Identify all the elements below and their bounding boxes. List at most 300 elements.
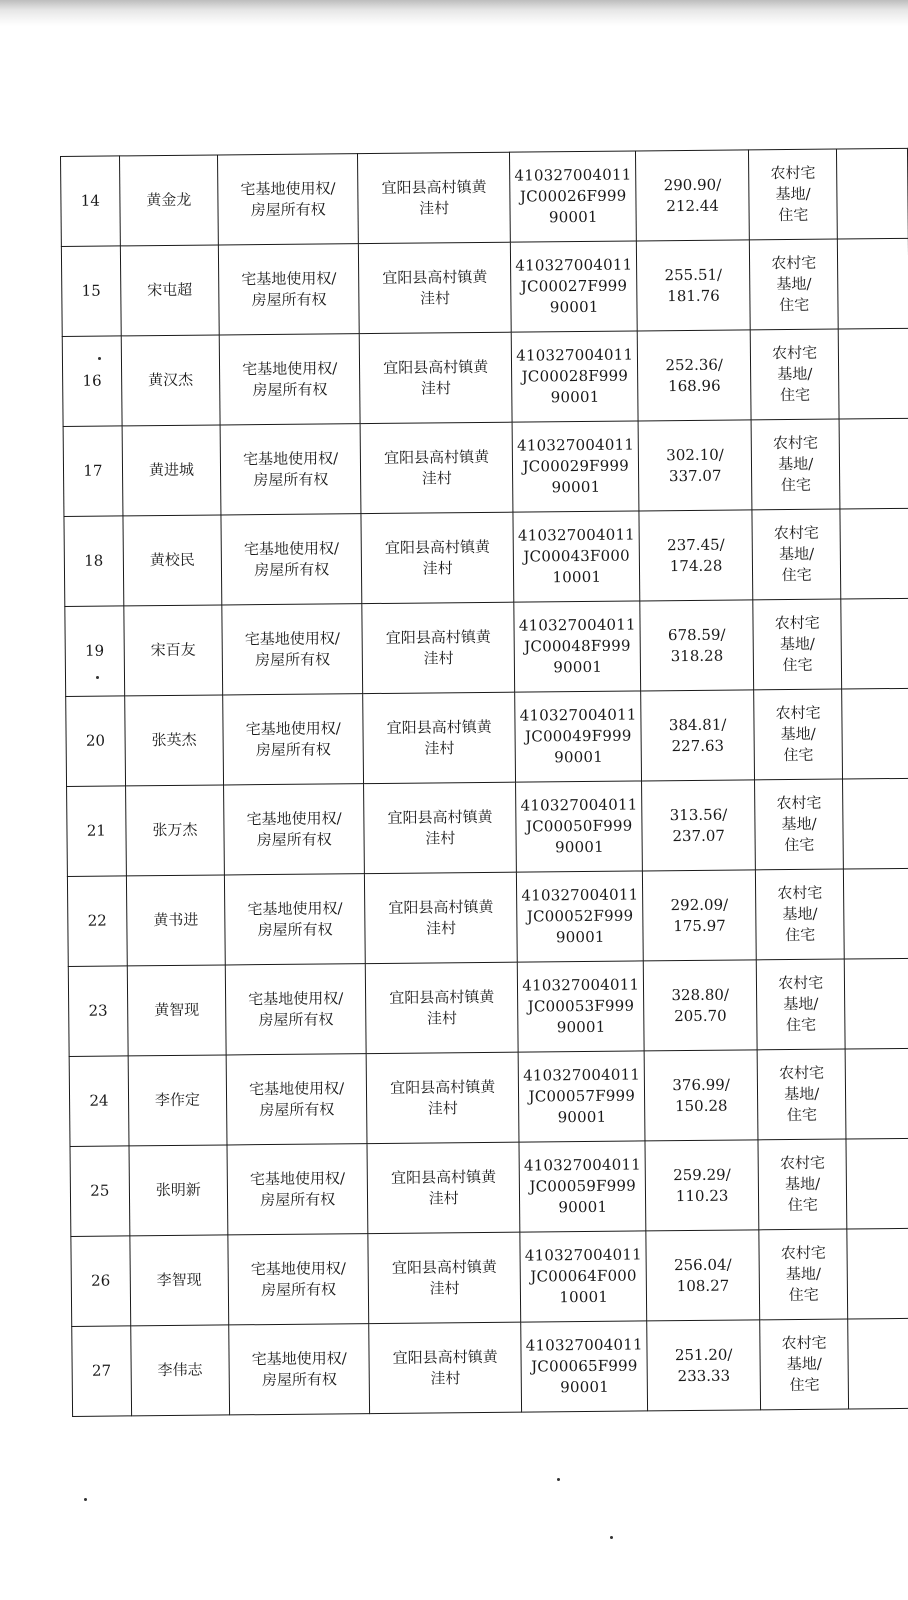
cell-line: 房屋所有权 xyxy=(254,559,330,579)
cell-line: 宜阳县高村镇黄 xyxy=(390,1167,497,1187)
cell-line: 90001 xyxy=(548,207,598,227)
row-number-cell: 26 xyxy=(71,1236,131,1327)
unit-number-cell xyxy=(516,781,643,872)
row-number-cell: 20 xyxy=(66,696,126,787)
cell-line: 205.70 xyxy=(674,1006,727,1025)
cell-line: 328.80/ xyxy=(671,985,730,1004)
table-row xyxy=(63,418,908,516)
cell-line: 90001 xyxy=(553,657,603,677)
cell-line: 宜阳县高村镇黄 xyxy=(383,357,489,377)
usage-cell xyxy=(751,419,840,510)
cell-line: 房屋所有权 xyxy=(250,199,326,219)
cell-line: 基地/ xyxy=(781,814,817,834)
unit-number-cell xyxy=(521,1321,648,1412)
cell-line: 洼村 xyxy=(420,378,452,398)
cell-line: 农村宅 xyxy=(775,703,821,723)
owner-name-cell: 李伟志 xyxy=(130,1325,229,1416)
cell-line: 房屋所有权 xyxy=(254,649,331,669)
cell-line: 410327004011 xyxy=(518,615,636,635)
cell-line: 洼村 xyxy=(421,468,452,488)
owner-name-cell: 张万杰 xyxy=(125,785,224,876)
area-cell xyxy=(641,690,754,781)
cell-line: 农村宅 xyxy=(772,343,818,363)
area-cell xyxy=(637,240,750,331)
cell-line: JC00048F999 xyxy=(524,636,631,656)
remarks-cell xyxy=(839,328,908,419)
right-type-cell xyxy=(218,154,359,245)
cell-line: 洼村 xyxy=(429,1278,460,1298)
cell-line: 259.29/ xyxy=(673,1165,731,1184)
cell-line: 宜阳县高村镇黄 xyxy=(388,897,494,917)
row-number-cell: 16 xyxy=(62,336,122,427)
table-row xyxy=(67,778,908,876)
cell-line: 农村宅 xyxy=(781,1333,827,1353)
cell-line: 宜阳县高村镇黄 xyxy=(392,1347,498,1367)
cell-line: 宜阳县高村镇黄 xyxy=(390,1077,496,1097)
cell-line: 基地/ xyxy=(784,1084,820,1104)
cell-line: 基地/ xyxy=(782,904,818,924)
location-cell xyxy=(360,422,513,513)
cell-line: 宜阳县高村镇黄 xyxy=(384,537,491,557)
cell-line: 90001 xyxy=(558,1197,608,1217)
cell-line: JC00026F999 xyxy=(519,186,627,206)
table-row xyxy=(64,508,908,606)
cell-line: 10001 xyxy=(552,567,602,587)
location-cell xyxy=(369,1322,522,1413)
cell-line: 237.07 xyxy=(672,826,726,845)
location-cell xyxy=(366,962,519,1053)
row-number-cell: 21 xyxy=(67,786,127,877)
cell-line: 洼村 xyxy=(424,738,455,758)
cell-line: 678.59/ xyxy=(667,625,726,644)
table-row xyxy=(66,688,908,786)
cell-line: 房屋所有权 xyxy=(252,379,328,399)
cell-line: 洼村 xyxy=(426,1008,458,1028)
cell-line: 农村宅 xyxy=(771,253,817,273)
unit-number-cell xyxy=(515,691,642,782)
right-type-cell xyxy=(228,1234,369,1325)
owner-name-cell: 黄书进 xyxy=(126,875,225,966)
cell-line: 农村宅 xyxy=(778,973,824,993)
remarks-cell xyxy=(841,598,908,689)
area-cell xyxy=(647,1320,760,1411)
cell-line: JC00064F000 xyxy=(530,1266,637,1286)
scan-speck xyxy=(96,676,99,679)
cell-line: 宅基地使用权/ xyxy=(251,1348,347,1368)
cell-line: 农村宅 xyxy=(776,793,822,813)
cell-line: 宅基地使用权/ xyxy=(249,1078,345,1098)
usage-cell xyxy=(752,509,841,600)
cell-line: 90001 xyxy=(555,927,605,947)
cell-line: 90001 xyxy=(560,1377,610,1397)
cell-line: 10001 xyxy=(559,1287,609,1307)
cell-line: 宜阳县高村镇黄 xyxy=(384,447,490,467)
cell-line: 农村宅 xyxy=(773,523,819,543)
table-row xyxy=(61,238,908,336)
location-cell xyxy=(362,602,515,693)
owner-name-cell: 张英杰 xyxy=(124,695,223,786)
usage-cell xyxy=(754,689,843,780)
cell-line: 90001 xyxy=(551,477,601,497)
cell-line: 410327004011 xyxy=(516,345,634,365)
cell-line: 256.04/ xyxy=(673,1255,732,1274)
cell-line: 318.28 xyxy=(670,646,724,665)
cell-line: 房屋所有权 xyxy=(256,829,332,849)
cell-line: 宜阳县高村镇黄 xyxy=(389,987,495,1007)
cell-line: 洼村 xyxy=(426,918,457,938)
usage-cell xyxy=(758,1139,847,1230)
cell-line: 房屋所有权 xyxy=(255,739,331,759)
unit-number-cell xyxy=(514,601,641,692)
cell-line: 宅基地使用权/ xyxy=(245,718,341,738)
cell-line: 基地/ xyxy=(779,634,816,654)
cell-line: JC00065F999 xyxy=(531,1356,638,1376)
table-row xyxy=(61,148,908,246)
location-cell xyxy=(365,872,518,963)
cell-line: 住宅 xyxy=(785,1015,817,1035)
cell-line: 宅基地使用权/ xyxy=(242,358,338,378)
usage-cell xyxy=(754,779,843,870)
cell-line: 410327004011 xyxy=(520,795,638,815)
cell-line: 基地/ xyxy=(778,544,815,564)
cell-line: JC00029F999 xyxy=(522,456,630,476)
location-cell xyxy=(367,1142,520,1233)
cell-line: 252.36/ xyxy=(665,355,724,374)
cell-line: 宜阳县高村镇黄 xyxy=(391,1257,497,1277)
location-cell xyxy=(359,332,512,423)
cell-line: 410327004011 xyxy=(515,255,633,275)
cell-line: 房屋所有权 xyxy=(257,919,333,939)
location-cell xyxy=(359,242,512,333)
cell-line: 洼村 xyxy=(428,1188,459,1208)
remarks-cell xyxy=(847,1228,908,1319)
cell-line: 宅基地使用权/ xyxy=(241,268,337,288)
cell-line: 农村宅 xyxy=(770,163,816,183)
cell-line: 基地/ xyxy=(784,1174,821,1194)
cell-line: 房屋所有权 xyxy=(258,1009,334,1029)
owner-name-cell: 黄进城 xyxy=(122,425,221,516)
cell-line: 住宅 xyxy=(785,925,816,945)
unit-number-cell xyxy=(513,511,640,602)
cell-line: 住宅 xyxy=(779,385,811,405)
cell-line: 住宅 xyxy=(780,475,811,495)
cell-line: 181.76 xyxy=(667,286,720,305)
usage-cell xyxy=(760,1319,849,1410)
cell-line: 住宅 xyxy=(778,205,809,225)
scan-speck xyxy=(557,1478,560,1481)
cell-line: 233.33 xyxy=(677,1366,731,1385)
area-cell xyxy=(639,510,752,601)
location-cell xyxy=(361,512,514,603)
area-cell xyxy=(644,1050,757,1141)
row-number-cell: 25 xyxy=(70,1146,130,1237)
cell-line: 90001 xyxy=(557,1107,607,1127)
unit-number-cell xyxy=(510,151,637,242)
remarks-cell xyxy=(838,238,908,329)
table-row xyxy=(62,328,908,426)
remarks-cell xyxy=(842,688,908,779)
right-type-cell xyxy=(221,514,362,605)
cell-line: 290.90/ xyxy=(663,175,722,194)
table-row xyxy=(72,1318,908,1416)
cell-line: 住宅 xyxy=(786,1105,818,1125)
cell-line: 410327004011 xyxy=(521,885,639,905)
cell-line: 洼村 xyxy=(430,1368,461,1387)
owner-name-cell: 宋百友 xyxy=(124,605,223,696)
cell-line: JC00043F000 xyxy=(523,546,630,566)
scan-speck xyxy=(610,1536,613,1539)
cell-line: 宅基地使用权/ xyxy=(243,538,340,558)
cell-line: 90001 xyxy=(550,387,600,407)
cell-line: 227.63 xyxy=(671,736,725,755)
remarks-cell xyxy=(837,148,908,239)
cell-line: JC00028F999 xyxy=(521,366,629,386)
owner-name-cell: 宋屯超 xyxy=(120,245,219,336)
cell-line: 基地/ xyxy=(777,364,813,384)
cell-line: 洼村 xyxy=(427,1098,458,1118)
cell-line: 90001 xyxy=(554,837,604,857)
table-row xyxy=(65,598,908,696)
cell-line: 302.10/ xyxy=(666,445,724,464)
cell-line: 基地/ xyxy=(785,1264,822,1284)
scan-speck xyxy=(84,1498,87,1501)
area-cell xyxy=(636,150,749,241)
cell-line: 237.45/ xyxy=(667,535,725,554)
cell-line: 住宅 xyxy=(787,1195,818,1215)
cell-line: 基地/ xyxy=(775,184,811,204)
cell-line: 337.07 xyxy=(668,466,722,485)
cell-line: 90001 xyxy=(556,1017,606,1037)
cell-line: 384.81/ xyxy=(668,715,727,734)
table-row xyxy=(68,958,908,1056)
cell-line: 房屋所有权 xyxy=(251,289,327,309)
area-cell xyxy=(645,1140,758,1231)
owner-name-cell: 黄校民 xyxy=(123,515,222,606)
right-type-cell xyxy=(220,424,361,515)
cell-line: 90001 xyxy=(549,297,599,317)
cell-line: 宅基地使用权/ xyxy=(250,1258,346,1278)
cell-line: 410327004011 xyxy=(517,525,635,545)
right-type-cell xyxy=(222,604,363,695)
unit-number-cell xyxy=(517,961,644,1052)
cell-line: 宅基地使用权/ xyxy=(240,178,336,198)
cell-line: 150.28 xyxy=(674,1096,728,1115)
cell-line: 255.51/ xyxy=(664,265,723,284)
cell-line: 基地/ xyxy=(780,724,816,744)
unit-number-cell xyxy=(511,331,638,422)
cell-line: 174.28 xyxy=(669,556,723,575)
cell-line: 410327004011 xyxy=(523,1065,641,1085)
cell-line: 宅基地使用权/ xyxy=(249,1168,346,1188)
right-type-cell xyxy=(219,244,360,335)
cell-line: 住宅 xyxy=(782,655,813,675)
location-cell xyxy=(363,692,516,783)
area-cell xyxy=(646,1230,759,1321)
right-type-cell xyxy=(226,1054,367,1145)
cell-line: 房屋所有权 xyxy=(253,469,329,489)
cell-line: 410327004011 xyxy=(522,975,640,995)
cell-line: JC00057F999 xyxy=(528,1086,636,1106)
area-cell xyxy=(640,600,753,691)
remarks-cell xyxy=(840,508,908,599)
cell-line: 洼村 xyxy=(423,648,454,668)
cell-line: 基地/ xyxy=(776,274,812,294)
table-row xyxy=(67,868,908,966)
unit-number-cell xyxy=(518,1051,645,1142)
table-row xyxy=(71,1228,908,1326)
area-cell xyxy=(644,960,757,1051)
cell-line: 410327004011 xyxy=(525,1335,643,1355)
area-cell xyxy=(638,330,751,421)
cell-line: 212.44 xyxy=(666,196,719,215)
remarks-cell xyxy=(844,868,908,959)
owner-name-cell: 张明新 xyxy=(129,1145,228,1236)
row-number-cell: 24 xyxy=(69,1056,129,1147)
cell-line: 宜阳县高村镇黄 xyxy=(387,807,493,827)
cell-line: 住宅 xyxy=(781,565,812,585)
row-number-cell: 27 xyxy=(72,1326,132,1417)
row-number-cell: 17 xyxy=(63,426,123,517)
cell-line: 房屋所有权 xyxy=(259,1099,335,1119)
cell-line: 宅基地使用权/ xyxy=(248,988,344,1008)
cell-line: 292.09/ xyxy=(670,895,729,914)
cell-line: JC00027F999 xyxy=(520,276,628,296)
cell-line: 洼村 xyxy=(419,288,451,308)
cell-line: 基地/ xyxy=(786,1354,822,1374)
cell-line: 房屋所有权 xyxy=(260,1279,337,1299)
location-cell xyxy=(364,782,517,873)
remarks-cell xyxy=(846,1048,908,1139)
location-cell xyxy=(366,1052,519,1143)
cell-line: JC00053F999 xyxy=(527,996,635,1016)
owner-name-cell: 李作定 xyxy=(128,1055,227,1146)
owner-name-cell: 黄智现 xyxy=(127,965,226,1056)
cell-line: JC00050F999 xyxy=(525,816,633,836)
cell-line: 宅基地使用权/ xyxy=(242,448,339,468)
right-type-cell xyxy=(227,1144,368,1235)
cell-line: 农村宅 xyxy=(774,613,820,633)
right-type-cell xyxy=(223,694,364,785)
remarks-cell xyxy=(840,418,908,509)
cell-line: 农村宅 xyxy=(772,433,819,453)
cell-line: 175.97 xyxy=(673,916,726,935)
cell-line: 110.23 xyxy=(675,1186,729,1205)
row-number-cell: 14 xyxy=(61,156,121,247)
property-rights-table xyxy=(60,148,908,1417)
cell-line: 农村宅 xyxy=(780,1243,826,1263)
cell-line: 洼村 xyxy=(425,828,456,848)
unit-number-cell xyxy=(511,241,638,332)
location-cell xyxy=(368,1232,521,1323)
remarks-cell xyxy=(845,958,908,1049)
usage-cell xyxy=(749,239,838,330)
cell-line: 房屋所有权 xyxy=(261,1369,338,1389)
cell-line: JC00059F999 xyxy=(529,1176,636,1196)
location-cell xyxy=(358,152,511,243)
cell-line: 住宅 xyxy=(788,1285,819,1305)
usage-cell xyxy=(759,1229,848,1320)
cell-line: JC00049F999 xyxy=(525,726,632,746)
remarks-cell xyxy=(846,1138,908,1229)
cell-line: 251.20/ xyxy=(674,1345,733,1364)
cell-line: 农村宅 xyxy=(778,1063,825,1083)
row-number-cell: 22 xyxy=(67,876,127,967)
cell-line: 宅基地使用权/ xyxy=(247,898,343,918)
cell-line: 住宅 xyxy=(779,295,810,315)
cell-line: 108.27 xyxy=(676,1276,730,1295)
cell-line: 洼村 xyxy=(422,558,453,578)
cell-line: 基地/ xyxy=(783,994,819,1014)
cell-line: 宜阳县高村镇黄 xyxy=(385,627,491,647)
table-row xyxy=(69,1048,908,1146)
area-cell xyxy=(642,780,755,871)
cell-line: JC00052F999 xyxy=(526,906,634,926)
cell-line: 宅基地使用权/ xyxy=(244,628,340,648)
cell-line: 410327004011 xyxy=(519,705,637,725)
cell-line: 基地/ xyxy=(778,454,814,474)
right-type-cell xyxy=(229,1324,370,1415)
cell-line: 住宅 xyxy=(784,835,815,855)
cell-line: 宜阳县高村镇黄 xyxy=(386,717,492,737)
table-body xyxy=(61,148,908,1416)
usage-cell xyxy=(755,869,844,960)
cell-line: 90001 xyxy=(554,747,603,767)
cell-line: 410327004011 xyxy=(514,165,632,185)
cell-line: 住宅 xyxy=(789,1375,820,1395)
cell-line: 洼村 xyxy=(419,198,450,218)
cell-line: 住宅 xyxy=(783,745,814,765)
unit-number-cell xyxy=(517,871,644,962)
right-type-cell xyxy=(225,964,366,1055)
row-number-cell: 23 xyxy=(68,966,128,1057)
unit-number-cell xyxy=(520,1231,647,1322)
cell-line: 农村宅 xyxy=(779,1153,826,1173)
cell-line: 313.56/ xyxy=(669,805,728,824)
owner-name-cell: 黄汉杰 xyxy=(121,335,220,426)
area-cell xyxy=(643,870,756,961)
row-number-cell: 15 xyxy=(61,246,121,337)
area-cell xyxy=(638,420,751,511)
usage-cell xyxy=(748,149,837,240)
row-number-cell: 19 xyxy=(65,606,125,697)
cell-line: 宅基地使用权/ xyxy=(246,808,342,828)
owner-name-cell: 李智现 xyxy=(130,1235,229,1326)
cell-line: 农村宅 xyxy=(777,883,823,903)
usage-cell xyxy=(756,959,845,1050)
cell-line: 410327004011 xyxy=(524,1245,642,1265)
cell-line: 房屋所有权 xyxy=(260,1189,336,1209)
table-row xyxy=(70,1138,908,1236)
cell-line: 168.96 xyxy=(668,376,721,395)
cell-line: 410327004011 xyxy=(523,1155,642,1175)
owner-name-cell: 黄金龙 xyxy=(119,155,218,246)
cell-line: 376.99/ xyxy=(672,1075,730,1094)
usage-cell xyxy=(753,599,842,690)
unit-number-cell xyxy=(512,421,639,512)
right-type-cell xyxy=(224,784,365,875)
remarks-cell xyxy=(848,1318,908,1409)
scan-top-edge xyxy=(0,0,908,26)
scan-speck xyxy=(98,357,101,360)
usage-cell xyxy=(750,329,839,420)
row-number-cell: 18 xyxy=(64,516,124,607)
right-type-cell xyxy=(225,874,366,965)
usage-cell xyxy=(757,1049,846,1140)
right-type-cell xyxy=(219,334,360,425)
cell-line: 宜阳县高村镇黄 xyxy=(382,267,488,287)
unit-number-cell xyxy=(519,1141,646,1232)
cell-line: 宜阳县高村镇黄 xyxy=(381,177,487,197)
